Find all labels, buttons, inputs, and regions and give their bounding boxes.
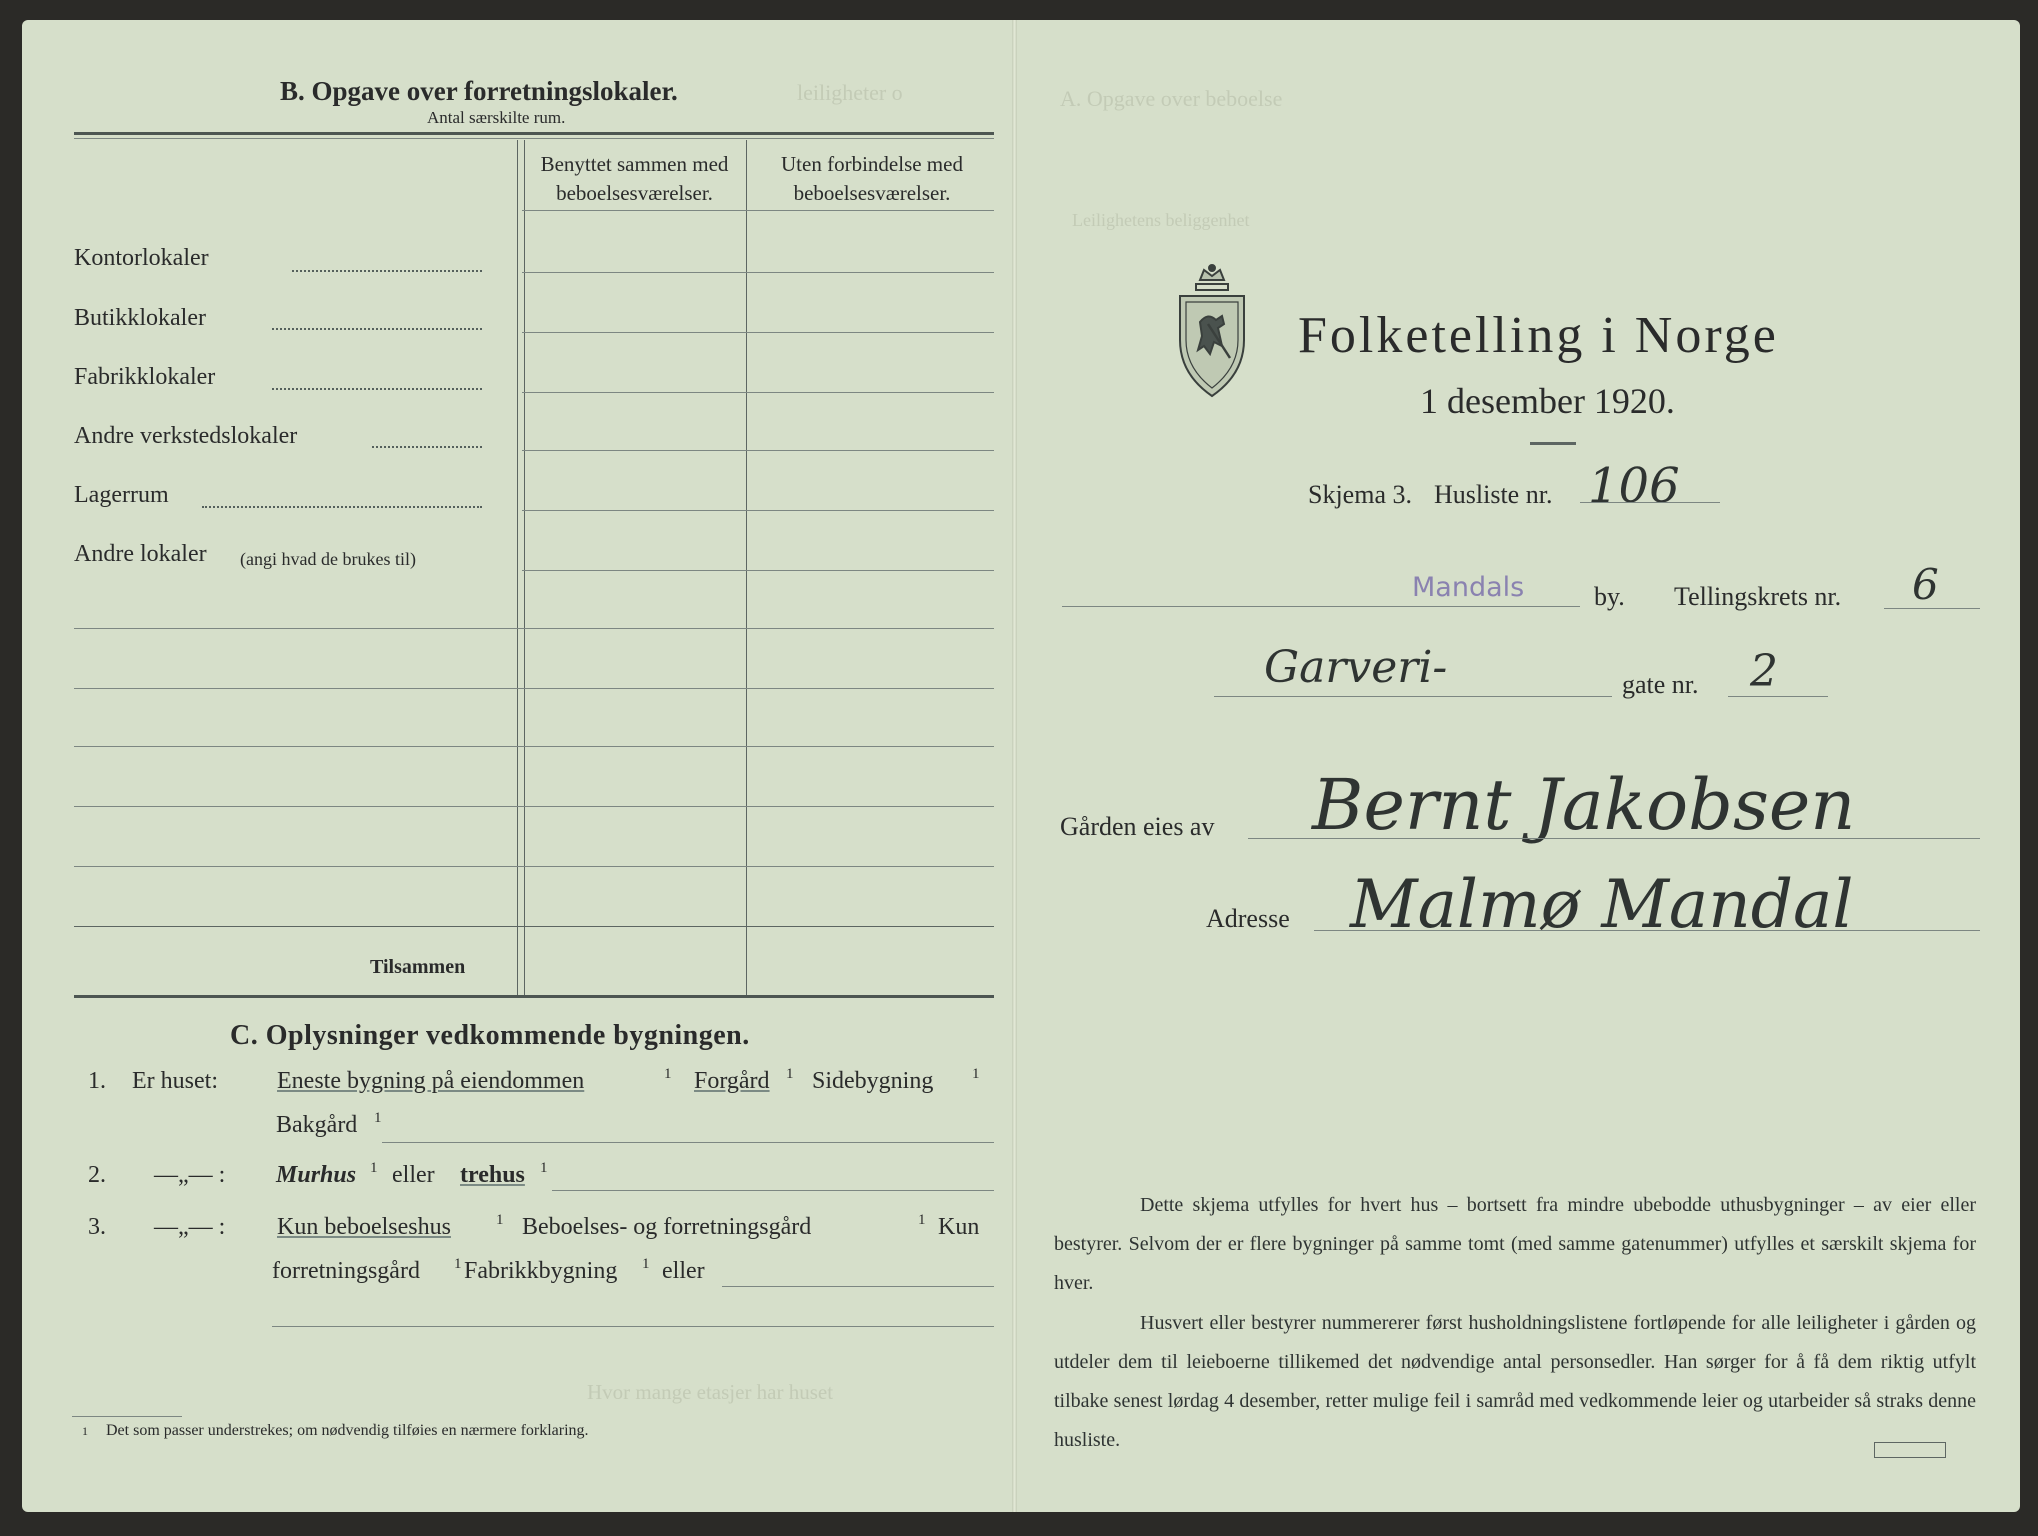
- leader-dots: [292, 270, 482, 272]
- cell-rule: [74, 806, 994, 807]
- footnote-marker: 1: [454, 1256, 462, 1272]
- cell-rule: [74, 688, 994, 689]
- table-top-rule-thin: [74, 138, 994, 139]
- adresse-label: Adresse: [1206, 904, 1290, 933]
- section-b-subheading: Antal særskilte rum.: [427, 108, 566, 127]
- cell-rule: [522, 272, 994, 273]
- tellingskrets-label: Tellingskrets nr.: [1674, 582, 1842, 611]
- gate-nr-line: [1728, 696, 1828, 697]
- footnote-marker: 1: [370, 1160, 378, 1176]
- footnote-marker: 1: [496, 1212, 504, 1228]
- page-fold: [1012, 20, 1017, 1512]
- question-number: 1.: [88, 1068, 106, 1094]
- option-trehus[interactable]: trehus: [460, 1162, 525, 1188]
- answer-line: [382, 1142, 994, 1143]
- adresse-value[interactable]: Malmø Mandal: [1350, 866, 1854, 943]
- option-sidebygning[interactable]: Sidebygning: [812, 1068, 934, 1094]
- cell-rule: [522, 332, 994, 333]
- total-rule: [74, 926, 994, 927]
- adresse-line: [1314, 930, 1980, 931]
- instruction-paragraph-2: Husvert eller bestyrer nummererer først husholdningslistene fortløpende for alle leiligheter i gården og utdeler dem til leieboerne tillikemed det nødvendige antal personsedler. Han sørger for å få dem riktig utfylt tilbake senest lørdag 4 desember, retter mulige feil i samråd med vedkommende leier og utarbeider så straks denne husliste.: [1054, 1312, 1976, 1451]
- printer-mark: [1874, 1442, 1946, 1458]
- leader-dots: [372, 446, 482, 448]
- skjema-label: Skjema 3.: [1308, 480, 1412, 509]
- gate-label: gate nr.: [1622, 670, 1699, 699]
- cell-rule: [522, 450, 994, 451]
- question-number: 2.: [88, 1162, 106, 1188]
- table-top-rule: [74, 132, 994, 135]
- instruction-paragraph-1: Dette skjema utfylles for hvert hus – bortsett fra mindre ubebodde uthusbygninger – av eier eller bestyrer. Selvom der er flere bygninger på samme tomt (med samme gatenummer) utfylles et særskilt skjema for hver.: [1054, 1194, 1976, 1294]
- question-label: —„— :: [154, 1214, 226, 1240]
- show-through-text: Hvor mange etasjer har huset: [587, 1380, 834, 1404]
- col-header-without-dwelling: Uten forbindelse med beboelsesværelser.: [781, 152, 963, 205]
- question-label: —„— :: [154, 1162, 226, 1188]
- option-beboelses-og-forretning[interactable]: Beboelses- og forretningsgård: [522, 1214, 812, 1240]
- eier-value[interactable]: Bernt Jakobsen: [1312, 764, 1856, 846]
- answer-line: [272, 1326, 994, 1327]
- footnote-text: Det som passer understrekes; om nødvendig tilføies en nærmere forklaring.: [106, 1422, 589, 1439]
- question-number: 3.: [88, 1214, 106, 1240]
- option-forgard[interactable]: Forgård: [694, 1068, 770, 1094]
- option-kun-beboelseshus[interactable]: Kun beboelseshus: [277, 1214, 451, 1240]
- title-rule: [1530, 442, 1576, 445]
- gate-value[interactable]: Garveri-: [1264, 642, 1448, 693]
- row-label: Lagerrum: [74, 482, 169, 508]
- option-connector: eller: [662, 1258, 705, 1284]
- footnote-marker: 1: [664, 1066, 672, 1082]
- footnote-rule: [72, 1416, 182, 1417]
- footnote-marker: 1: [374, 1110, 382, 1126]
- table-bottom-rule: [74, 995, 994, 998]
- census-form-sheet: [22, 20, 2020, 1512]
- cell-rule: [522, 570, 994, 571]
- eier-label: Gården eies av: [1060, 812, 1215, 841]
- option-kun[interactable]: Kun: [938, 1214, 980, 1240]
- by-line: [1062, 606, 1580, 607]
- row-label: Butikklokaler: [74, 305, 206, 331]
- cell-rule: [522, 510, 994, 511]
- form-title: Folketelling i Norge: [1298, 307, 1779, 364]
- total-label: Tilsammen: [370, 956, 466, 978]
- leader-dots: [202, 506, 482, 508]
- header-rule: [522, 210, 994, 211]
- cell-rule: [522, 392, 994, 393]
- by-stamp-value[interactable]: Mandals: [1412, 572, 1525, 603]
- tellingskrets-value[interactable]: 6: [1912, 560, 1939, 609]
- gate-nr-value[interactable]: 2: [1750, 646, 1778, 697]
- answer-line: [552, 1190, 994, 1191]
- husliste-line: [1580, 502, 1720, 503]
- form-date: 1 desember 1920.: [1420, 381, 1675, 421]
- show-through-text: A. Opgave over beboelse: [1060, 86, 1283, 111]
- footnote-marker: 1: [540, 1160, 548, 1176]
- option-forretningsgard[interactable]: forretningsgård: [272, 1258, 420, 1284]
- section-c-heading: C. Oplysninger vedkommende bygningen.: [230, 1020, 750, 1051]
- row-label: Kontorlokaler: [74, 245, 209, 271]
- footnote-marker: 1: [972, 1066, 980, 1082]
- footnote-marker: 1: [918, 1212, 926, 1228]
- answer-line: [722, 1286, 994, 1287]
- tellingskrets-line: [1884, 608, 1980, 609]
- row-note: (angi hvad de brukes til): [240, 549, 416, 569]
- leader-dots: [272, 388, 482, 390]
- section-b-heading: B. Opgave over forretningslokaler.: [280, 76, 678, 106]
- show-through-text: Leilighetens beliggenhet: [1072, 210, 1250, 230]
- by-label: by.: [1594, 582, 1625, 611]
- option-bakgard[interactable]: Bakgård: [276, 1112, 358, 1138]
- cell-rule: [74, 746, 994, 747]
- cell-rule: [74, 628, 994, 629]
- option-murhus[interactable]: Murhus: [276, 1162, 357, 1188]
- question-label: Er huset:: [132, 1068, 218, 1094]
- option-fabrikkbygning[interactable]: Fabrikkbygning: [464, 1258, 618, 1284]
- husliste-value[interactable]: 106: [1588, 458, 1680, 514]
- row-label: Fabrikklokaler: [74, 364, 216, 390]
- husliste-label: Husliste nr.: [1434, 480, 1553, 509]
- footnote-marker: 1: [82, 1424, 88, 1438]
- coat-of-arms-icon: [1170, 262, 1254, 402]
- col-header-with-dwelling: Benyttet sammen med beboelsesværelser.: [540, 152, 729, 205]
- leader-dots: [272, 328, 482, 330]
- option-eneste-bygning[interactable]: Eneste bygning på eiendommen: [277, 1068, 585, 1094]
- gate-line: [1214, 696, 1612, 697]
- footnote-marker: 1: [642, 1256, 650, 1272]
- footnote-marker: 1: [786, 1066, 794, 1082]
- row-label: Andre verkstedslokaler: [74, 423, 298, 449]
- row-label: Andre lokaler: [74, 541, 207, 567]
- eier-line: [1248, 838, 1980, 839]
- show-through-text: leiligheter o: [797, 80, 903, 105]
- cell-rule: [74, 866, 994, 867]
- option-connector: eller: [392, 1162, 435, 1188]
